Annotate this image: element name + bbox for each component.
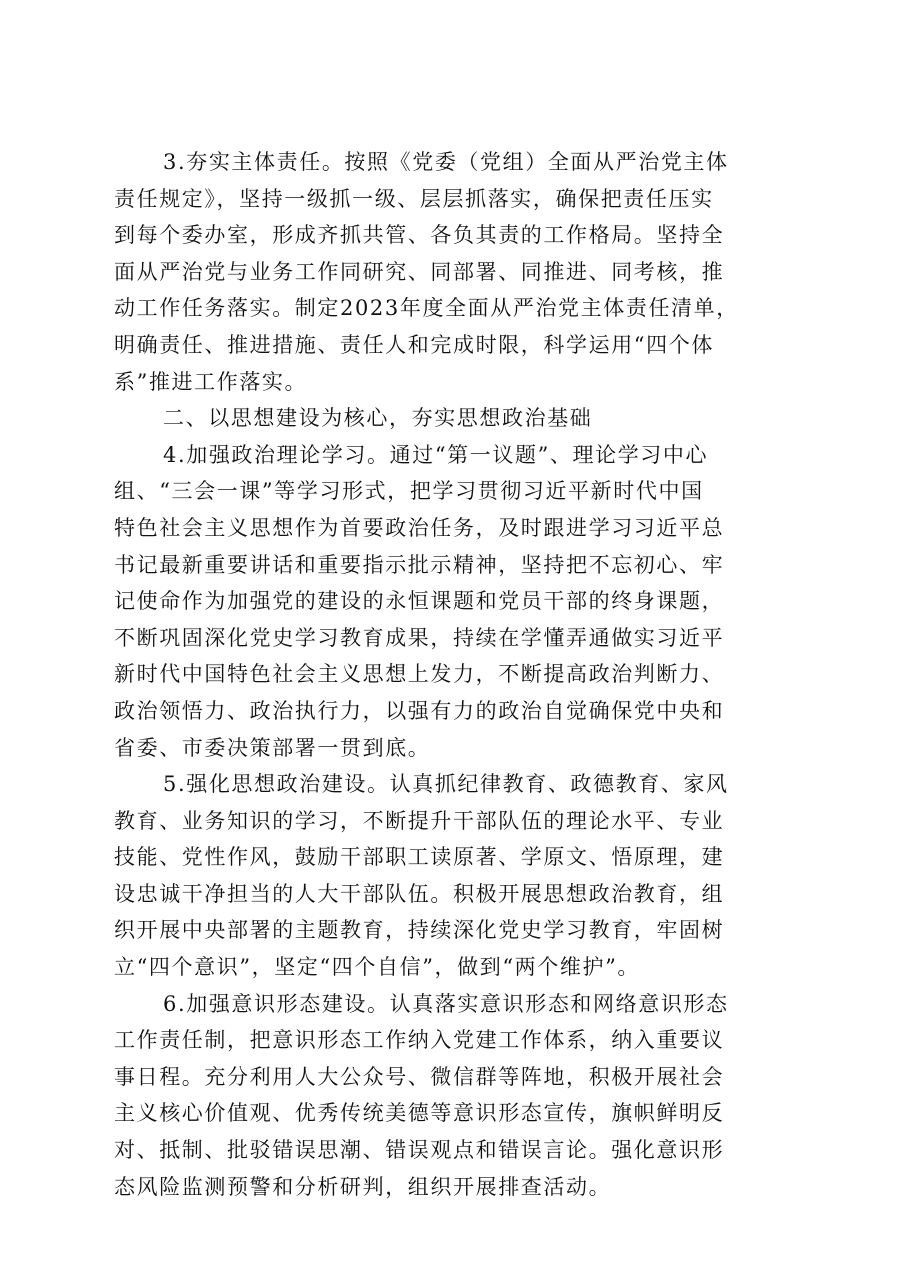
paragraph-item-6: 6.加强意识形态建设。认真落实意识形态和网络意识形态 工作责任制，把意识形态工作纳入党建工作体系，纳入重要议 事日程。充分利用人大公众号、微信群等阵地，积极开展社会 主义核心价值观、优秀传统美德等意识形态宣传，旗帜鲜明反 对、抵制、批驳错误思潮、错误观点和错误言论。强化意识形 态风险监测预警和分析研判，组织开展排查活动。 — [114, 991, 729, 1199]
document-body — [114, 144, 796, 1205]
paragraph-item-3: 3.夯实主体责任。按照《党委（党组）全面从严治党主体 责任规定》，坚持一级抓一级、层层抓落实，确保把责任压实 到每个委办室，形成齐抓共管、各负其责的工作格局。坚持全 面从严治党与业务工作同研究、同部署、同推进、同考核，推 动工作任务落实。制定2023年度全面从严治党主体责任清单， 明确责任、推进措施、责任人和完成时限，科学运用“四个体 系”推进工作落实。 — [114, 150, 739, 394]
section-heading-2: 二、以思想建设为核心，夯实思想政治基础 — [163, 406, 593, 431]
paragraph-item-5: 5.强化思想政治建设。认真抓纪律教育、政德教育、家风 教育、业务知识的学习，不断提升干部队伍的理论水平、专业 技能、党性作风，鼓励干部职工读原著、学原文、悟原理，建 设忠诚干净担当的人大干部队伍。积极开展思想政治教育，组 织开展中央部署的主题教育，持续深化党史学习教育，牢固树 立“四个意识”，坚定“四个自信”，做到“两个维护”。 — [114, 772, 729, 980]
paragraph-item-4: 4.加强政治理论学习。通过“第一议题”、理论学习中心 组、“三会一课”等学习形式，把学习贯彻习近平新时代中国 特色社会主义思想作为首要政治任务，及时跟进学习习近平总 书记最新重要讲话和重要指示批示精神，坚持把不忘初心、牢 记使命作为加强党的建设的永恒课题和党员干部的终身课题， 不断巩固深化党史学习教育成果，持续在学懂弄通做实习近平 新时代中国特色社会主义思想上发力，不断提高政治判断力、 政治领悟力、政治执行力，以强有力的政治自觉确保党中央和 省委、市委决策部署一贯到底。 — [114, 442, 725, 760]
